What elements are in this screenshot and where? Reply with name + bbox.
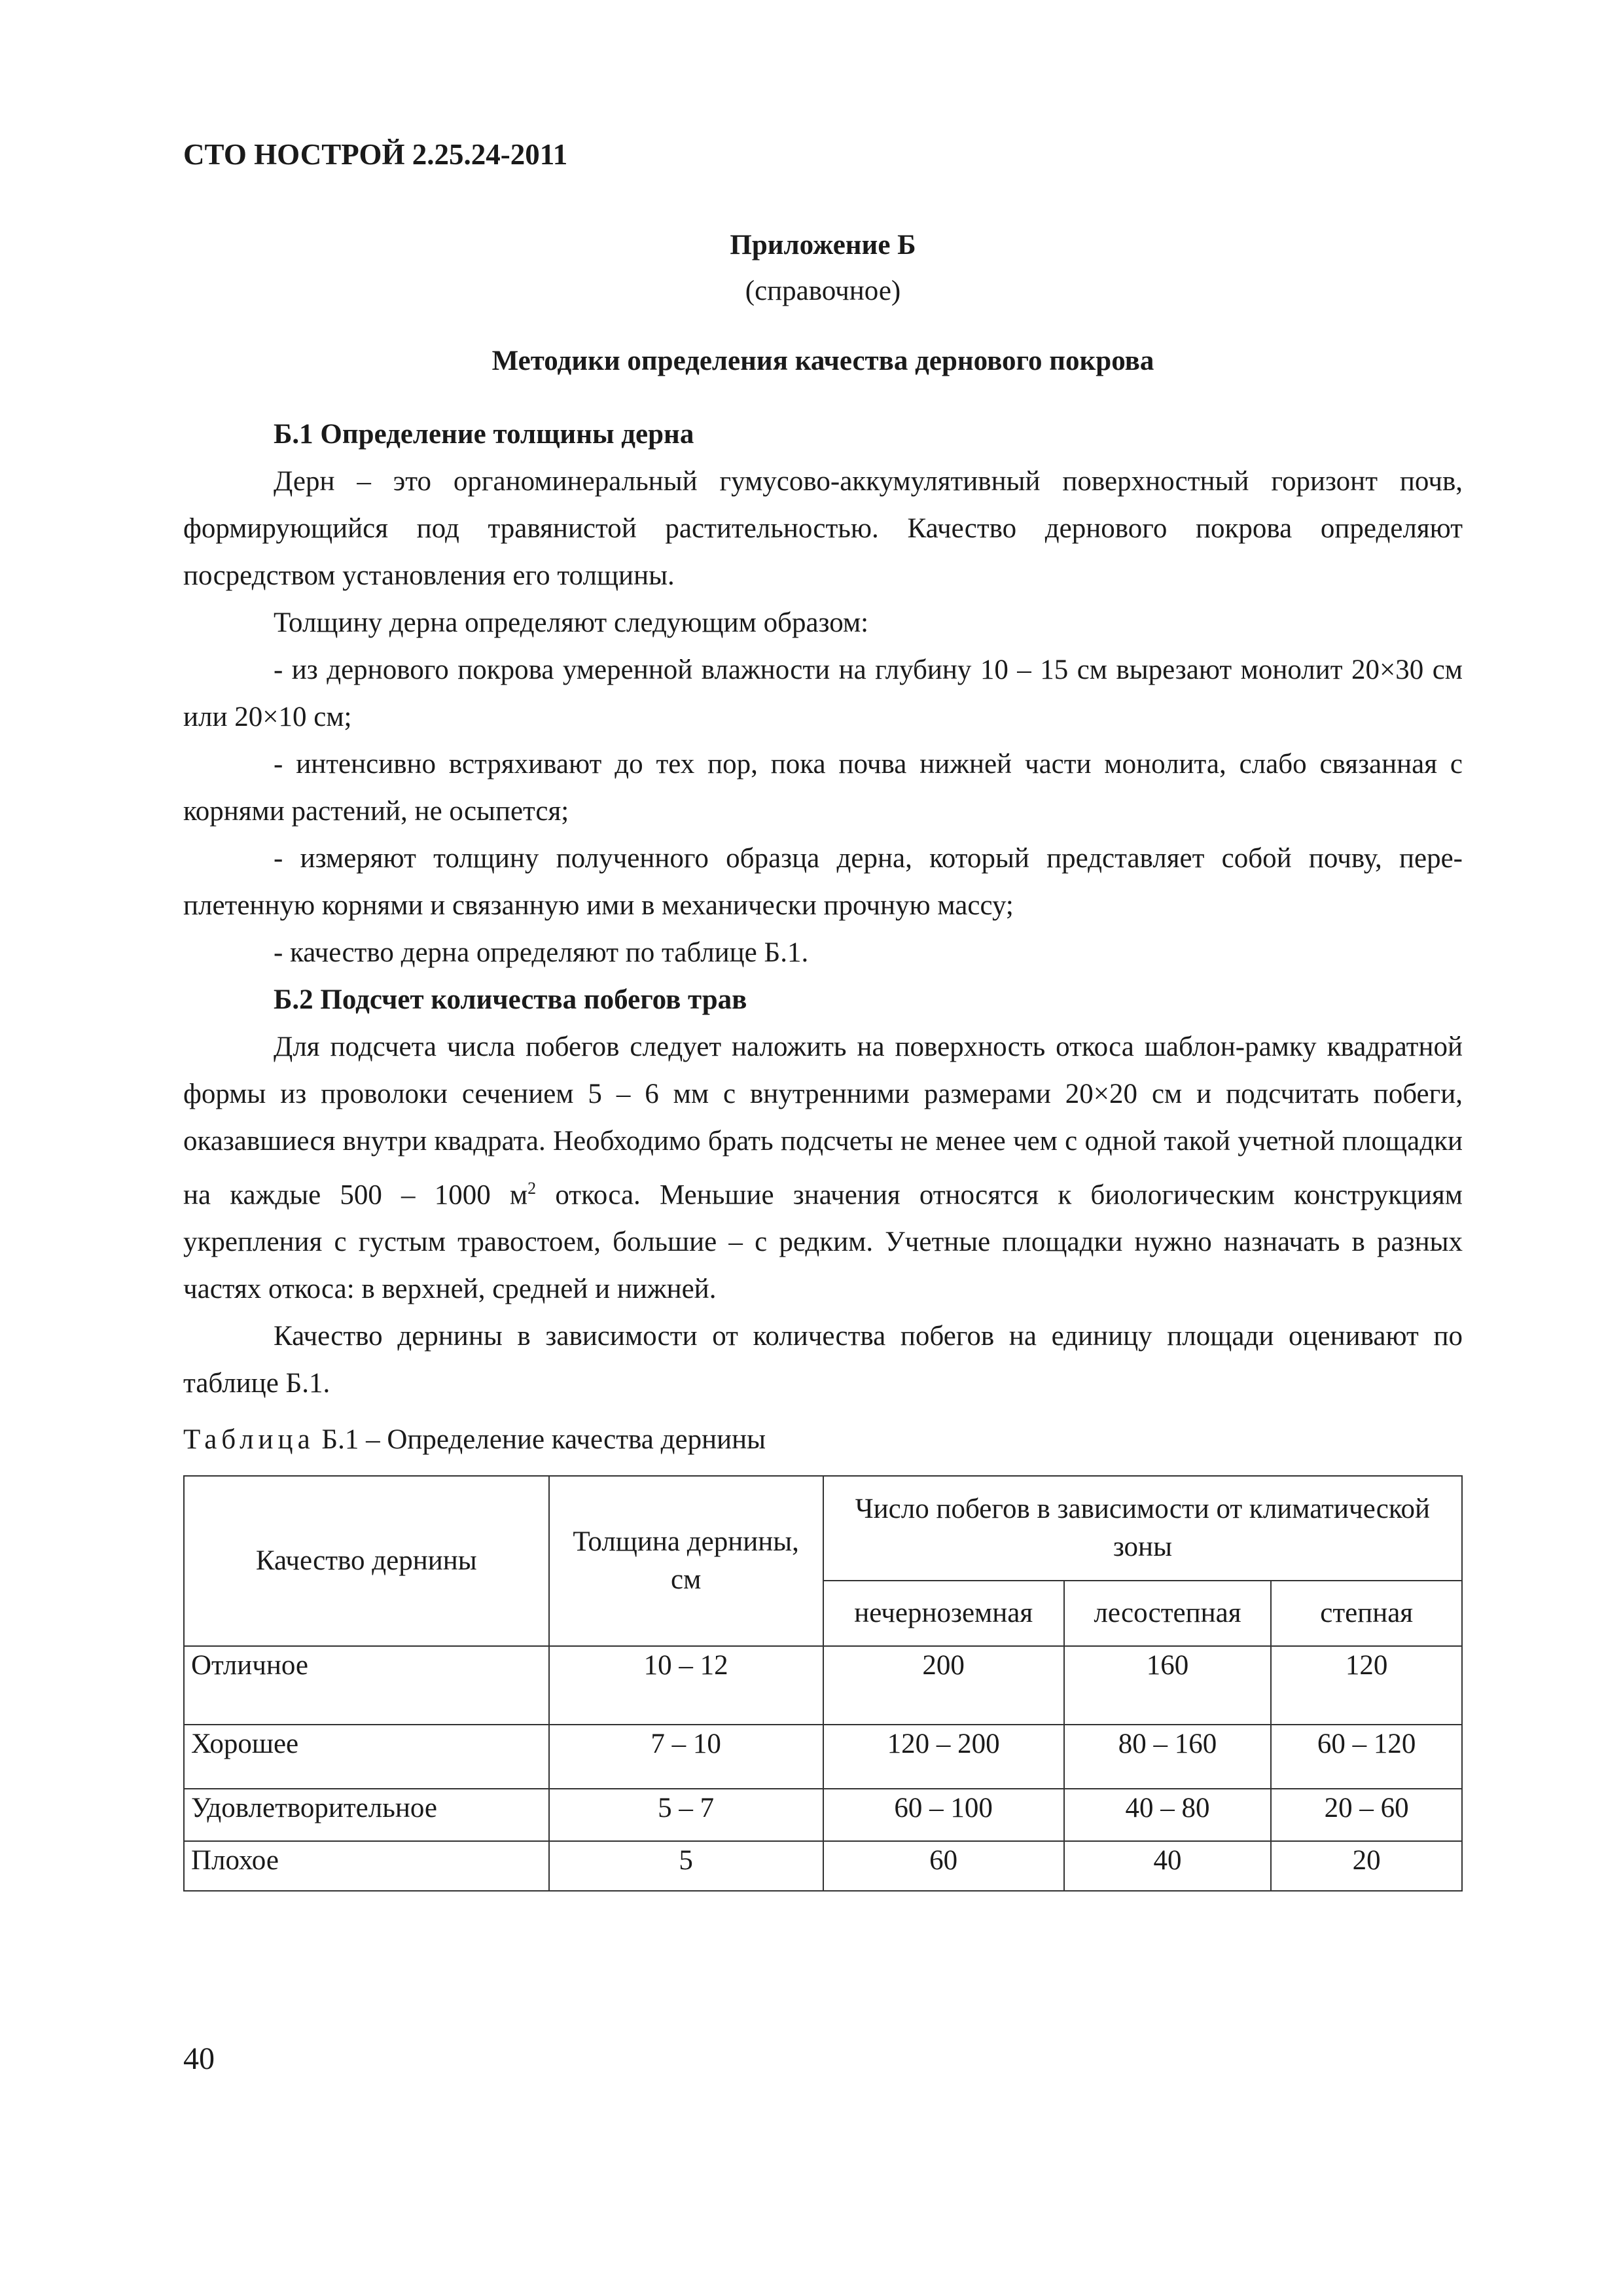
list-item: - из дернового покрова умеренной влажности на глубину 10 – 15 см вырезают монолит 20×30 см или 20×10 см; [183,655,1463,732]
section-heading-b2: Б.2 Подсчет количества побегов трав [274,984,747,1015]
table-cell: 120 [1271,1646,1462,1725]
header-shoots-group: Число побегов в зависимости от климатической зоны [823,1476,1462,1581]
annex-heading: Методики определения качества дернового покрова [491,346,1154,376]
table-cell: 160 [1064,1646,1272,1725]
header-zone: нечерноземная [823,1581,1064,1646]
header-zone: степная [1271,1581,1462,1646]
table-cell: Удовлетворительное [184,1789,549,1841]
header-thickness: Толщина дернины, см [549,1476,823,1646]
list-item: - интенсивно встряхивают до тех пор, пока почва нижней части монолита, слабо связанная с корнями растений, не осыпется; [183,749,1463,827]
table-cell: 60 – 120 [1271,1725,1462,1789]
table-cell: 120 – 200 [823,1725,1064,1789]
standard-code-header: СТО НОСТРОЙ 2.25.24-2011 [183,138,568,171]
table-cell: 80 – 160 [1064,1725,1272,1789]
table-cell: 60 – 100 [823,1789,1064,1841]
paragraph: Толщину дерна определяют следующим образом: [274,607,869,638]
annex-subtitle: (справочное) [745,276,901,306]
table-row [184,1841,1462,1891]
table-cell: 40 – 80 [1064,1789,1272,1841]
table-caption-label: Таблица [183,1424,315,1456]
superscript: 2 [527,1179,537,1198]
page-content [183,223,1463,1892]
turf-quality-table [183,1475,1463,1892]
annex-title: Приложение Б [730,230,916,260]
table-cell: 20 [1271,1841,1462,1891]
table-row [184,1789,1462,1841]
table-cell: 5 [549,1841,823,1891]
table-caption [183,1416,1463,1463]
section-heading-b1: Б.1 Определение толщины дерна [274,419,694,450]
page-number: 40 [183,2041,215,2076]
list-item: - качество дерна определяют по таблице Б.1. [274,937,809,968]
table-cell: Плохое [184,1841,549,1891]
table-cell: 5 – 7 [549,1789,823,1841]
table-cell: 40 [1064,1841,1272,1891]
paragraph-text: Для подсчета числа побегов следует наложить на поверхность откоса шаблон-рамку квадратной формы из проволоки сечением 5 – 6 мм с внутренними размерами 20×20 см и подсчитать побеги, оказавшиеся внутри квадрата. Необходимо брать подсчеты не менее чем с одной такой учетной площадки на каждые 500 – 1000 м [183,1031,1463,1211]
table-cell: 10 – 12 [549,1646,823,1725]
table-cell: 60 [823,1841,1064,1891]
header-quality: Качество дернины [184,1476,549,1646]
table-cell: Отличное [184,1646,549,1725]
table-cell: 7 – 10 [549,1725,823,1789]
header-zone: лесостепная [1064,1581,1272,1646]
paragraph [183,1024,1463,1313]
table-row [184,1725,1462,1789]
table-header-row [184,1476,1462,1581]
table-row [184,1646,1462,1725]
paragraph-text: откоса. Меньшие значения относятся к биологическим конструкциям укрепления с густым травостоем, большие – с редким. Учетные площадки нужно назначать в разных частях откоса: в верхней, средней и нижней. [183,1179,1463,1305]
table-caption-text: Б.1 – Определение качества дернины [314,1424,766,1456]
paragraph: Качество дернины в зависимости от количества побегов на единицу площади оценивают по таблице Б.1. [183,1321,1463,1399]
table-cell: 20 – 60 [1271,1789,1462,1841]
paragraph: Дерн – это органоминеральный гумусово-аккумулятивный поверхностный горизонт почв, формирующийся под травянистой растительностью. Качество дернового покрова определяют посредством установления его толщины. [183,466,1463,591]
table-cell: Хорошее [184,1725,549,1789]
list-item: - измеряют толщину полученного образца дерна, который представляет собой почву, переплетенную корнями и связанную ими в механически прочную массу; [183,843,1463,921]
table-cell: 200 [823,1646,1064,1725]
